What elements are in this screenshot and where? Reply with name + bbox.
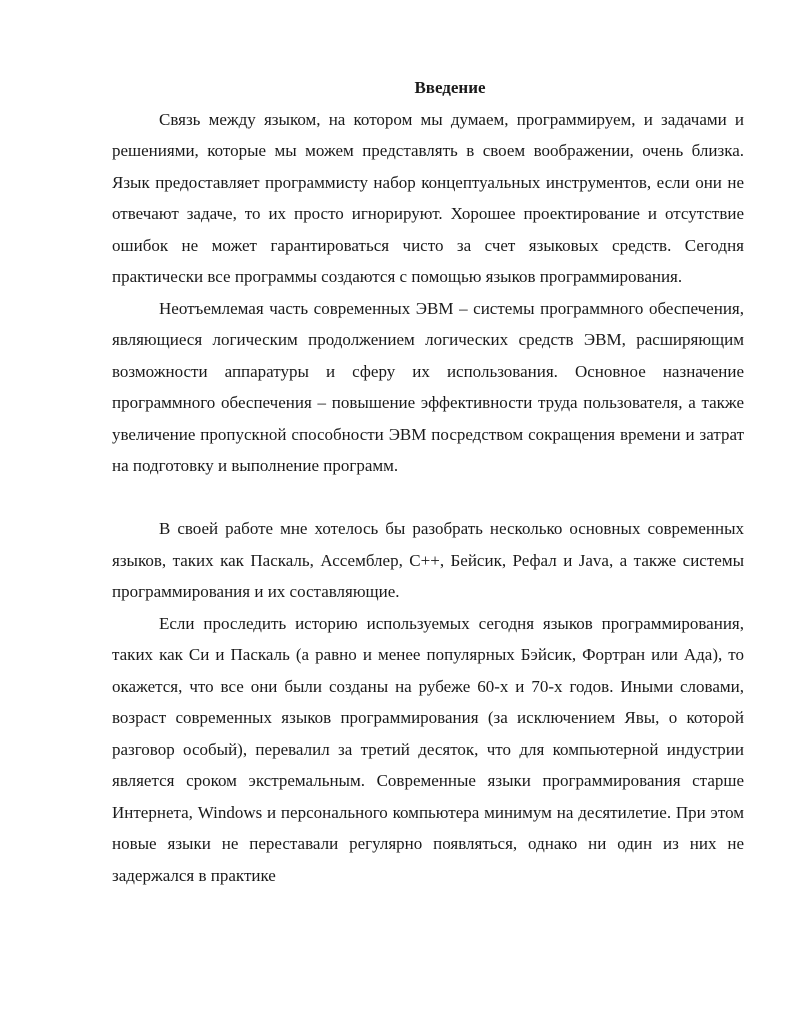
document-body [112, 72, 744, 891]
paragraph-1: Связь между языком, на котором мы думаем, программируем, и задачами и решениями, которые мы можем представлять в своем воображении, очень близка. Язык предоставляет программисту набор концептуальных инструментов, если они не отвечают задаче, то их просто игнорируют. Хорошее проектирование и отсутствие ошибок не может гарантироваться чисто за счет языковых средств. Сегодня практически все программы создаются с помощью языков программирования. [112, 109, 744, 286]
paragraph-3: В своей работе мне хотелось бы разобрать несколько основных современных языков, таких как Паскаль, Ассемблер, С++, Бейсик, Рефал и Java, а также системы программирования и их составляющие. [112, 519, 744, 601]
paragraph-2: Неотъемлемая часть современных ЭВМ – системы программного обеспечения, являющиеся логическим продолжением логических средств ЭВМ, расширяющим возможности аппаратуры и сферу их использования. Основное назначение программного обеспечения – повышение эффективности труда пользователя, а также увеличение пропускной способности ЭВМ посредством сокращения времени и затрат на подготовку и выполнение программ. [112, 298, 744, 475]
section-title: Введение [414, 78, 486, 97]
paragraph-gap [112, 482, 744, 514]
paragraph-4: Если проследить историю используемых сегодня языков программирования, таких как Си и Паскаль (а равно и менее популярных Бэйсик, Фортран или Ада), то окажется, что все они были созданы на рубеже 60-х и 70-х годов. Иными словами, возраст современных языков программирования (за исключением Явы, о которой разговор особый), перевалил за третий десяток, что для компьютерной индустрии является сроком экстремальным. Современные языки программирования старше Интернета, Windows и персонального компьютера минимум на десятилетие. При этом новые языки не переставали регулярно появляться, однако ни один из них не задержался в практике [112, 613, 744, 885]
